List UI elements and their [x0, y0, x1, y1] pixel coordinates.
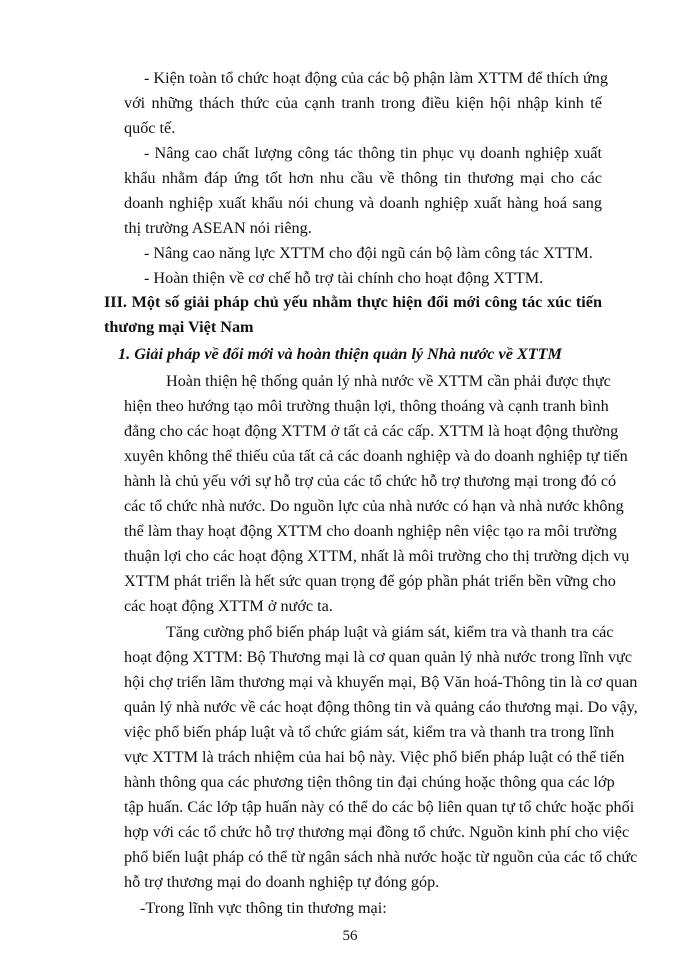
- text-line: xuyên không thể thiếu của tất cả các doanh nghiệp và do doanh nghiệp tự tiến: [124, 447, 628, 465]
- text-line: Hoàn thiện hệ thống quản lý nhà nước về XTTM cần phải được thực: [166, 372, 611, 390]
- text-line: thuận lợi cho các hoạt động XTTM, nhất là môi trường cho thị trường dịch vụ: [124, 547, 630, 565]
- text-line: hành thông qua các phương tiện thông tin đại chúng hoặc thông qua các lớp: [124, 773, 615, 791]
- section-heading: III. Một số giải pháp chủ yếu nhằm thực hiện đổi mới công tác xúc tiến: [104, 293, 602, 311]
- page-number: 56: [342, 928, 358, 944]
- text-line: việc phổ biến pháp luật và tổ chức giám sát, kiểm tra và thanh tra trong lĩnh: [124, 723, 615, 741]
- text-line: đẳng cho các hoạt động XTTM ở tất cả các cấp. XTTM là hoạt động thường: [124, 422, 619, 440]
- text-line: - Nâng cao năng lực XTTM cho đội ngũ cán bộ làm công tác XTTM.: [144, 244, 593, 262]
- text-line: thị trường ASEAN nói riêng.: [124, 219, 312, 237]
- text-line: thể làm thay hoạt động XTTM cho doanh nghiệp nên việc tạo ra môi trường: [124, 522, 617, 540]
- text-line: - Kiện toàn tổ chức hoạt động của các bộ phận làm XTTM để thích ứng: [144, 69, 608, 87]
- text-line: hành là chủ yếu với sự hỗ trợ của các tổ chức hỗ trợ thương mại trong đó có: [124, 472, 617, 490]
- text-line: các hoạt động XTTM ở nước ta.: [124, 597, 333, 615]
- text-line: Tăng cường phổ biến pháp luật và giám sát, kiểm tra và thanh tra các: [166, 623, 614, 641]
- text-line: - Nâng cao chất lượng công tác thông tin phục vụ doanh nghiệp xuất: [144, 144, 602, 162]
- text-line: vực XTTM là trách nhiệm của hai bộ này. Việc phổ biến pháp luật có thể tiến: [124, 748, 625, 766]
- text-line: - Hoàn thiện về cơ chế hỗ trợ tài chính cho hoạt động XTTM.: [144, 269, 544, 287]
- text-line: phổ biến luật pháp có thể từ ngân sách nhà nước hoặc từ nguồn của các tổ chức: [124, 848, 638, 866]
- text-line: hội chợ triển lãm thương mại và khuyến mại, Bộ Văn hoá-Thông tin là cơ quan: [124, 673, 638, 691]
- text-line: hợp với các tổ chức hỗ trợ thương mại đồng tổ chức. Nguồn kinh phí cho việc: [124, 823, 630, 841]
- text-line: hoạt động XTTM: Bộ Thương mại là cơ quan quản lý nhà nước trong lĩnh vực: [124, 648, 633, 666]
- text-line: quốc tế.: [124, 119, 176, 137]
- text-line: hiện theo hướng tạo môi trường thuận lợi, thông thoáng và cạnh tranh bình: [124, 397, 609, 415]
- text-line: các tổ chức nhà nước. Do nguồn lực của nhà nước có hạn và nhà nước không: [124, 497, 624, 515]
- text-line: XTTM phát triển là hết sức quan trọng để góp phần phát triển bền vững cho: [124, 572, 616, 590]
- text-line: quản lý nhà nước về các hoạt động thông tin và quảng cáo thương mại. Do vậy,: [124, 698, 638, 716]
- text-line: -Trong lĩnh vực thông tin thương mại:: [140, 899, 387, 917]
- text-line: khẩu nhằm đáp ứng tốt hơn nhu cầu về thông tin thương mại cho các: [124, 169, 602, 187]
- subsection-heading: 1. Giải pháp về đổi mới và hoàn thiện quản lý Nhà nước về XTTM: [118, 345, 562, 363]
- text-line: với những thách thức của cạnh tranh trong điều kiện hội nhập kinh tế: [124, 94, 602, 112]
- text-line: tập huấn. Các lớp tập huấn này có thể do các bộ liên quan tự tổ chức hoặc phối: [124, 798, 635, 816]
- text-line: doanh nghiệp xuất khẩu nói chung và doanh nghiệp xuất hàng hoá sang: [124, 194, 602, 212]
- section-heading-cont: thương mại Việt Nam: [104, 318, 254, 336]
- text-line: hỗ trợ thương mại do doanh nghiệp tự đóng góp.: [124, 873, 440, 891]
